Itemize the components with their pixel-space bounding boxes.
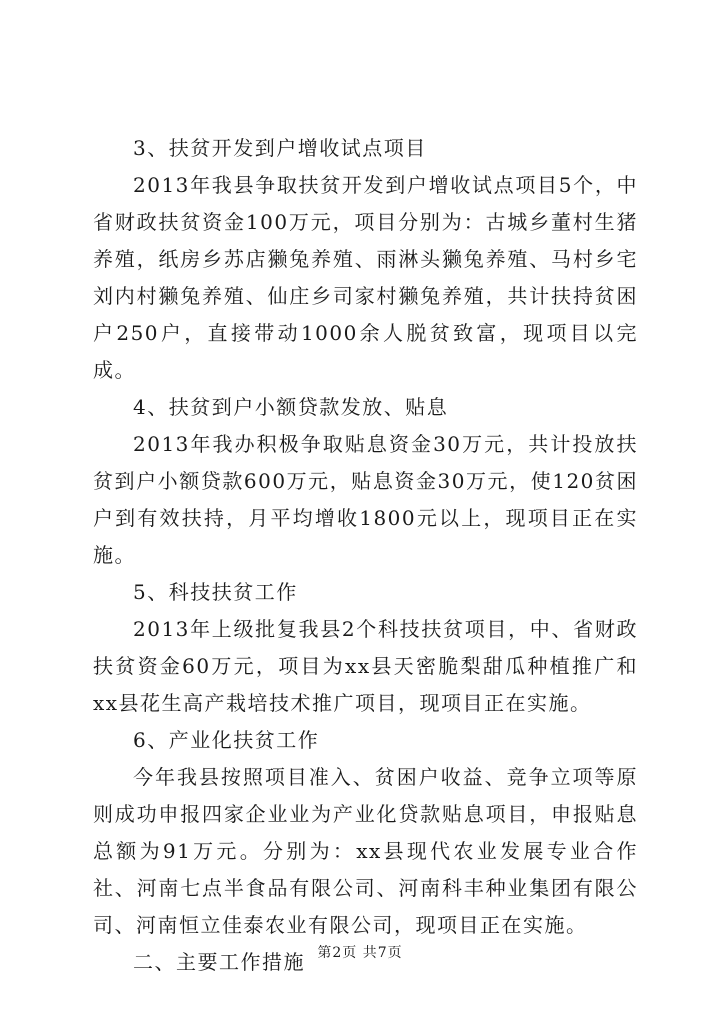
section-heading: 5、科技扶贫工作 bbox=[133, 580, 298, 604]
section-heading: 3、扶贫开发到户增收试点项目 bbox=[133, 136, 427, 160]
section-paragraph: 2013年我办积极争取贴息资金30万元，共计投放扶贫到户小额贷款600万元，贴息资金30万元，使120贫困户到有效扶持，月平均增收1800元以上，现项目正在实施。 bbox=[93, 432, 638, 567]
section-heading: 6、产业化扶贫工作 bbox=[133, 728, 320, 752]
chapter-heading: 二、主要工作措施 bbox=[133, 950, 305, 974]
page-number-footer: 第2页 共7页 bbox=[317, 945, 403, 961]
document-body bbox=[93, 130, 638, 981]
section-paragraph: 今年我县按照项目准入、贫困户收益、竞争立项等原则成功申报四家企业业为产业化贷款贴息项目，申报贴息总额为91万元。分别为：xx县现代农业发展专业合作社、河南七点半食品有限公司、河南科丰种业集团有限公司、河南恒立佳泰农业有限公司，现项目正在实施。 bbox=[93, 765, 638, 937]
section-heading: 4、扶贫到户小额贷款发放、贴息 bbox=[133, 395, 449, 419]
section-paragraph: 2013年我县争取扶贫开发到户增收试点项目5个，中省财政扶贫资金100万元，项目分别为：古城乡董村生猪养殖，纸房乡苏店獭兔养殖、雨淋头獭兔养殖、马村乡宅刘内村獭兔养殖、仙庄乡司家村獭兔养殖，共计扶持贫困户250户，直接带动1000余人脱贫致富，现项目以完成。 bbox=[93, 173, 638, 382]
section-paragraph: 2013年上级批复我县2个科技扶贫项目，中、省财政扶贫资金60万元，项目为xx县天密脆梨甜瓜种植推广和xx县花生高产栽培技术推广项目，现项目正在实施。 bbox=[93, 617, 638, 715]
